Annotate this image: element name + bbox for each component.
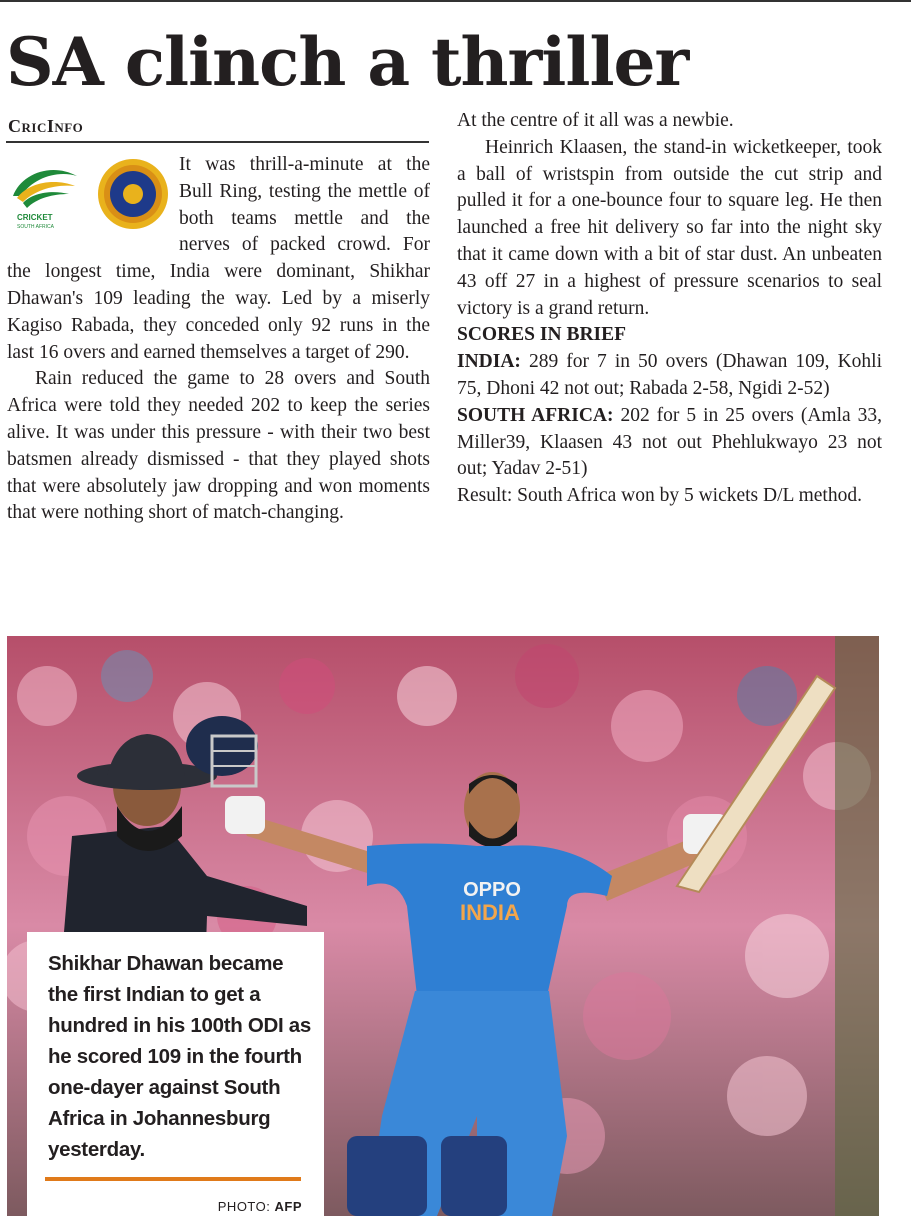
bcci-logo (98, 159, 168, 229)
logos-graphic (7, 156, 179, 238)
scores-heading: SCORES IN BRIEF (457, 324, 627, 346)
scores-result: Result: South Africa won by 5 wickets D/L method. (457, 485, 862, 507)
csa-logo-subtext: SOUTH AFRICA (17, 224, 54, 230)
batting-glove-left (225, 796, 265, 834)
batting-pad-left (347, 1136, 427, 1216)
photo-credit-agency: AFP (274, 1199, 302, 1214)
scores-sa-label: SOUTH AFRICA: (457, 404, 614, 426)
photo-caption: Shikhar Dhawan became the first Indian to get a hundred in his 100th ODI as he scored 109 in the fourth one-dayer against South Africa in Johannesburg yesterday. (48, 952, 312, 1161)
right-paragraph-2: Heinrich Klaasen, the stand-in wicketkeeper, took a ball of wristspin from outside the cut strip and pulled it for a one-bounce four to square leg. He then launched a free hit delivery so far into the night sky that it came down with a bit of star dust. An unbeaten 43 off 27 in a highest of pressure scenarios to seal victory is a grand return. (457, 136, 882, 319)
jersey-team-text: INDIA (460, 900, 520, 925)
byline-rule (6, 141, 429, 143)
scores-south-africa (457, 403, 882, 483)
photo-credit (218, 1199, 302, 1214)
right-paragraph-1: At the centre of it all was a newbie. (457, 110, 734, 131)
left-column (7, 152, 430, 527)
scores-sa-text: 202 for 5 in 25 overs (Amla 33, Miller39, Klaasen 43 not out Phehlukwayo 23 not out; Yadav 2-51) (457, 404, 882, 480)
stadium-pillar (835, 636, 879, 1216)
bcci-star-icon (123, 184, 143, 204)
left-paragraph-1: It was thrill-a-minute at the Bull Ring, testing the mettle of both teams mettle and the nerves of packed crowd. For the longest time, India were dominant, Shikhar Dhawan's 109 leading the way. Led by a miserly Kagiso Rabada, they conceded only 92 runs in the last 16 overs and earned themselves a target of 290. (7, 154, 430, 363)
batting-pad-right (441, 1136, 507, 1216)
headline: SA clinch a thriller (6, 23, 689, 101)
cricket-south-africa-logo (13, 170, 77, 230)
caption-box (27, 932, 324, 1216)
photo-credit-label: PHOTO: (217, 1199, 271, 1214)
jersey-sponsor-text: OPPO (463, 879, 521, 901)
match-photo (7, 636, 879, 1216)
scores-india (457, 349, 882, 403)
caption-rule (45, 1177, 301, 1181)
source-byline: CricInfo (8, 116, 84, 136)
top-rule (0, 0, 911, 2)
left-paragraph-2: Rain reduced the game to 28 overs and South Africa were told they needed 202 to keep the series alive. It was under this pressure - with their two best batsmen already dismissed - that they played shots that were absolutely jaw dropping and won moments that were nothing short of match-changing. (7, 368, 430, 524)
team-logos (7, 156, 179, 238)
right-column (457, 108, 882, 510)
csa-logo-text: CRICKET (17, 213, 53, 222)
scores-india-label: INDIA: (457, 351, 521, 373)
scores-india-text: 289 for 7 in 50 overs (Dhawan 109, Kohli 75, Dhoni 42 not out; Rabada 2-58, Ngidi 2-52) (457, 351, 882, 399)
